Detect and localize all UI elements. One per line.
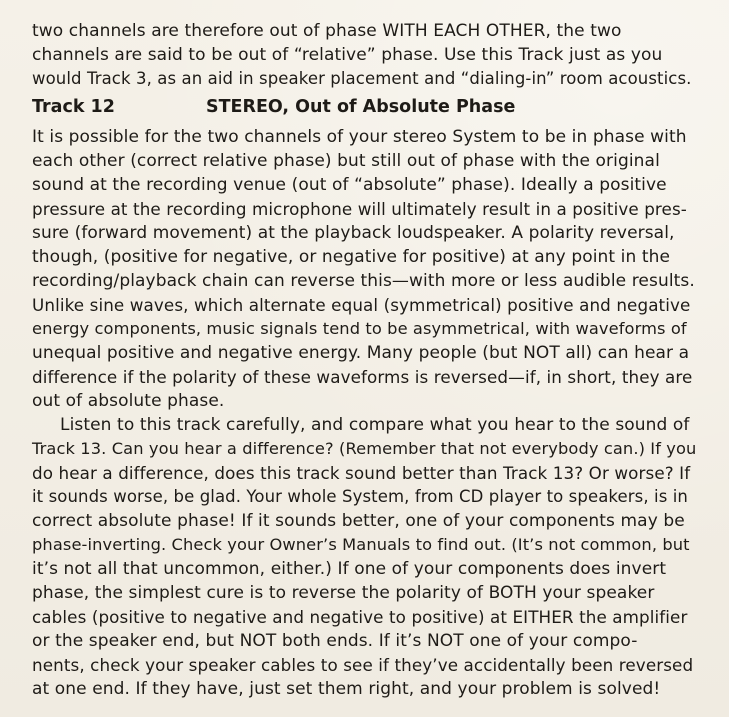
intro-line: would Track 3, as an aid in speaker placement and “dialing-in” room acoustics. [32, 69, 692, 88]
body-line: Track 13. Can you hear a difference? (Remember that not everybody can.) If you [32, 439, 697, 458]
intro-line: channels are said to be out of “relative” phase. Use this Track just as you [32, 45, 663, 65]
body-line: difference if the polarity of these waveforms is reversed—if, in short, they are [32, 367, 693, 387]
body-line: phase-inverting. Check your Owner’s Manuals to find out. (It’s not common, but [32, 535, 690, 554]
body-line: each other (correct relative phase) but still out of phase with the original [32, 151, 660, 171]
body-line: correct absolute phase! If it sounds better, one of your components may be [32, 511, 685, 531]
intro-line: two channels are therefore out of phase WITH EACH OTHER, the two [32, 21, 622, 41]
body-line: recording/playback chain can reverse this—with more or less audible results. [32, 271, 695, 291]
section-heading [32, 96, 515, 118]
body-line: Unlike sine waves, which alternate equal (symmetrical) positive and negative [32, 295, 691, 315]
body-line: energy components, music signals tend to be asymmetrical, with waveforms of [32, 319, 687, 338]
body-line: Listen to this track carefully, and compare what you hear to the sound of [60, 415, 690, 435]
body-line: it sounds worse, be glad. Your whole System, from CD player to speakers, is in [32, 487, 688, 506]
body-line: or the speaker end, but NOT both ends. If it’s NOT one of your compo- [32, 631, 638, 651]
body-line: out of absolute phase. [32, 391, 225, 411]
body-line: do hear a difference, does this track sound better than Track 13? Or worse? If [32, 463, 691, 483]
body-line: sound at the recording venue (out of “absolute” phase). Ideally a positive [32, 175, 667, 195]
body-line: at one end. If they have, just set them right, and your problem is solved! [32, 679, 661, 699]
body-line: it’s not all that uncommon, either.) If one of your components does invert [32, 559, 667, 579]
body-line: phase, the simplest cure is to reverse the polarity of BOTH your speaker [32, 583, 655, 603]
track-title: STEREO, Out of Absolute Phase [206, 97, 516, 117]
body-line: It is possible for the two channels of your stereo System to be in phase with [32, 127, 687, 147]
body-line: cables (positive to negative and negative to positive) at EITHER the amplifier [32, 607, 688, 627]
body-line: unequal positive and negative energy. Many people (but NOT all) can hear a [32, 343, 690, 363]
body-line: pressure at the recording microphone will ultimately result in a positive pres- [32, 199, 687, 219]
body-line: though, (positive for negative, or negative for positive) at any point in the [32, 247, 671, 267]
body-line: nents, check your speaker cables to see if they’ve accidentally been reversed [32, 655, 694, 675]
body-line: sure (forward movement) at the playback loudspeaker. A polarity reversal, [32, 223, 675, 243]
track-number: Track 12 [32, 97, 115, 117]
